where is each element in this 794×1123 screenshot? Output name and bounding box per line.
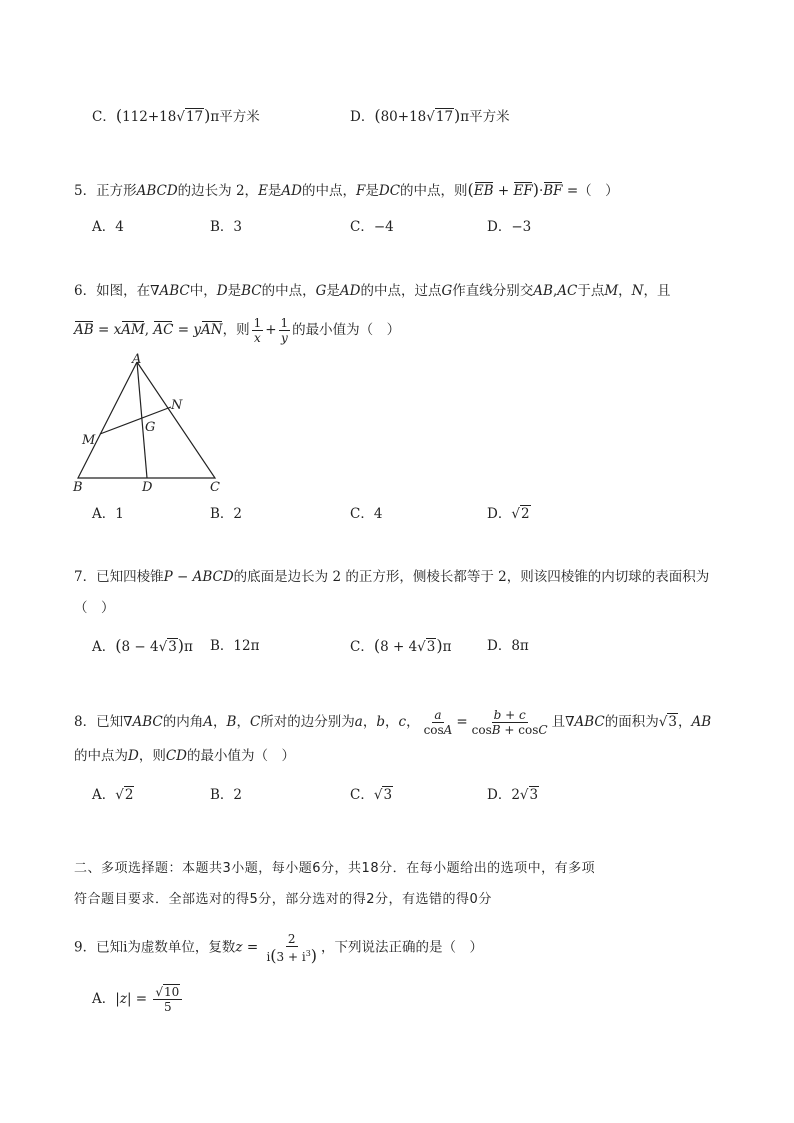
q7-option-b: B．12π [210, 638, 260, 654]
section-2-heading: 二、多项选择题：本题共3小题，每小题6分，共18分．在每小题给出的选项中，有多项 [74, 861, 596, 876]
question-8-stem-line2: 的中点为D，则CD的最小值为（ ） [74, 748, 295, 764]
q5-option-a: A．4 [92, 219, 124, 235]
q5-option-d: D．−3 [487, 219, 532, 235]
label-g: G [145, 420, 156, 435]
q9-option-a: A．|z| = $\frac{√10}{5}$ [92, 985, 184, 1014]
label-m: M [82, 433, 96, 448]
q6-option-c: C．4 [350, 506, 383, 522]
q8-option-b: B．2 [210, 787, 243, 803]
q8-option-a: A．√2 [92, 787, 134, 803]
label-a: A [132, 352, 142, 367]
line-mn [100, 407, 171, 434]
label-b: B [73, 480, 83, 492]
q7-option-d: D．8π [487, 638, 529, 654]
label-n: N [171, 398, 183, 413]
q6-option-b: B．2 [210, 506, 243, 522]
question-7-stem-line2: （ ） [74, 600, 115, 616]
question-6-stem-line1: 6．如图，在∇ABC中，D是BC的中点，G是AD的中点，过点G作直线分别交AB,AC于点M，N，且 [74, 283, 671, 299]
q5-option-c: C．−4 [350, 219, 394, 235]
q7-option-c: C．(8 + 4√3)π [350, 636, 452, 655]
q8-option-d: D．2√3 [487, 787, 539, 803]
q8-option-c: C．√3 [350, 787, 393, 803]
label-c: C [210, 480, 220, 492]
question-6-stem-line2: AB = xAM, AC = yAN，则 $\frac{1}{x}$ + $\frac{1}{y}$ 的最小值为（ ） [74, 316, 401, 345]
q6-option-a: A．1 [92, 506, 124, 522]
question-7-stem-line1: 7．已知四棱锥P − ABCD的底面是边长为 2 的正方形，侧棱长都等于 2，则该四棱锥的内切球的表面积为 [74, 569, 710, 585]
q4-option-d: D．(80+18√17)π平方米 [350, 106, 510, 125]
label-d: D [142, 480, 153, 492]
question-8-stem-line1: 8．已知∇ABC的内角A，B，C所对的边分别为a，b，c， $\frac{a}{\cos A}$ = $\frac{b + c}{\cos B + \cos C}$ 且∇ABC的面积为√3，AB [74, 708, 712, 737]
question-5-stem: 5．正方形ABCD的边长为 2，E是AD的中点，F是DC的中点，则(EB + EF)·BF =（ ） [74, 180, 619, 199]
q6-option-d: D．√2 [487, 506, 530, 522]
q7-option-a: A．(8 − 4√3)π [92, 636, 193, 655]
triangle-figure [70, 352, 230, 492]
q5-option-b: B．3 [210, 219, 243, 235]
question-9-stem: 9．已知i为虚数单位，复数z = $\frac{2}{i(3 + i^3)}$ ，下列说法正确的是（ ） [74, 932, 484, 965]
section-2-rules: 符合题目要求．全部选对的得5分，部分选对的得2分，有选错的得0分 [74, 892, 492, 907]
q4-option-c: C．(112+18√17)π平方米 [92, 106, 260, 125]
